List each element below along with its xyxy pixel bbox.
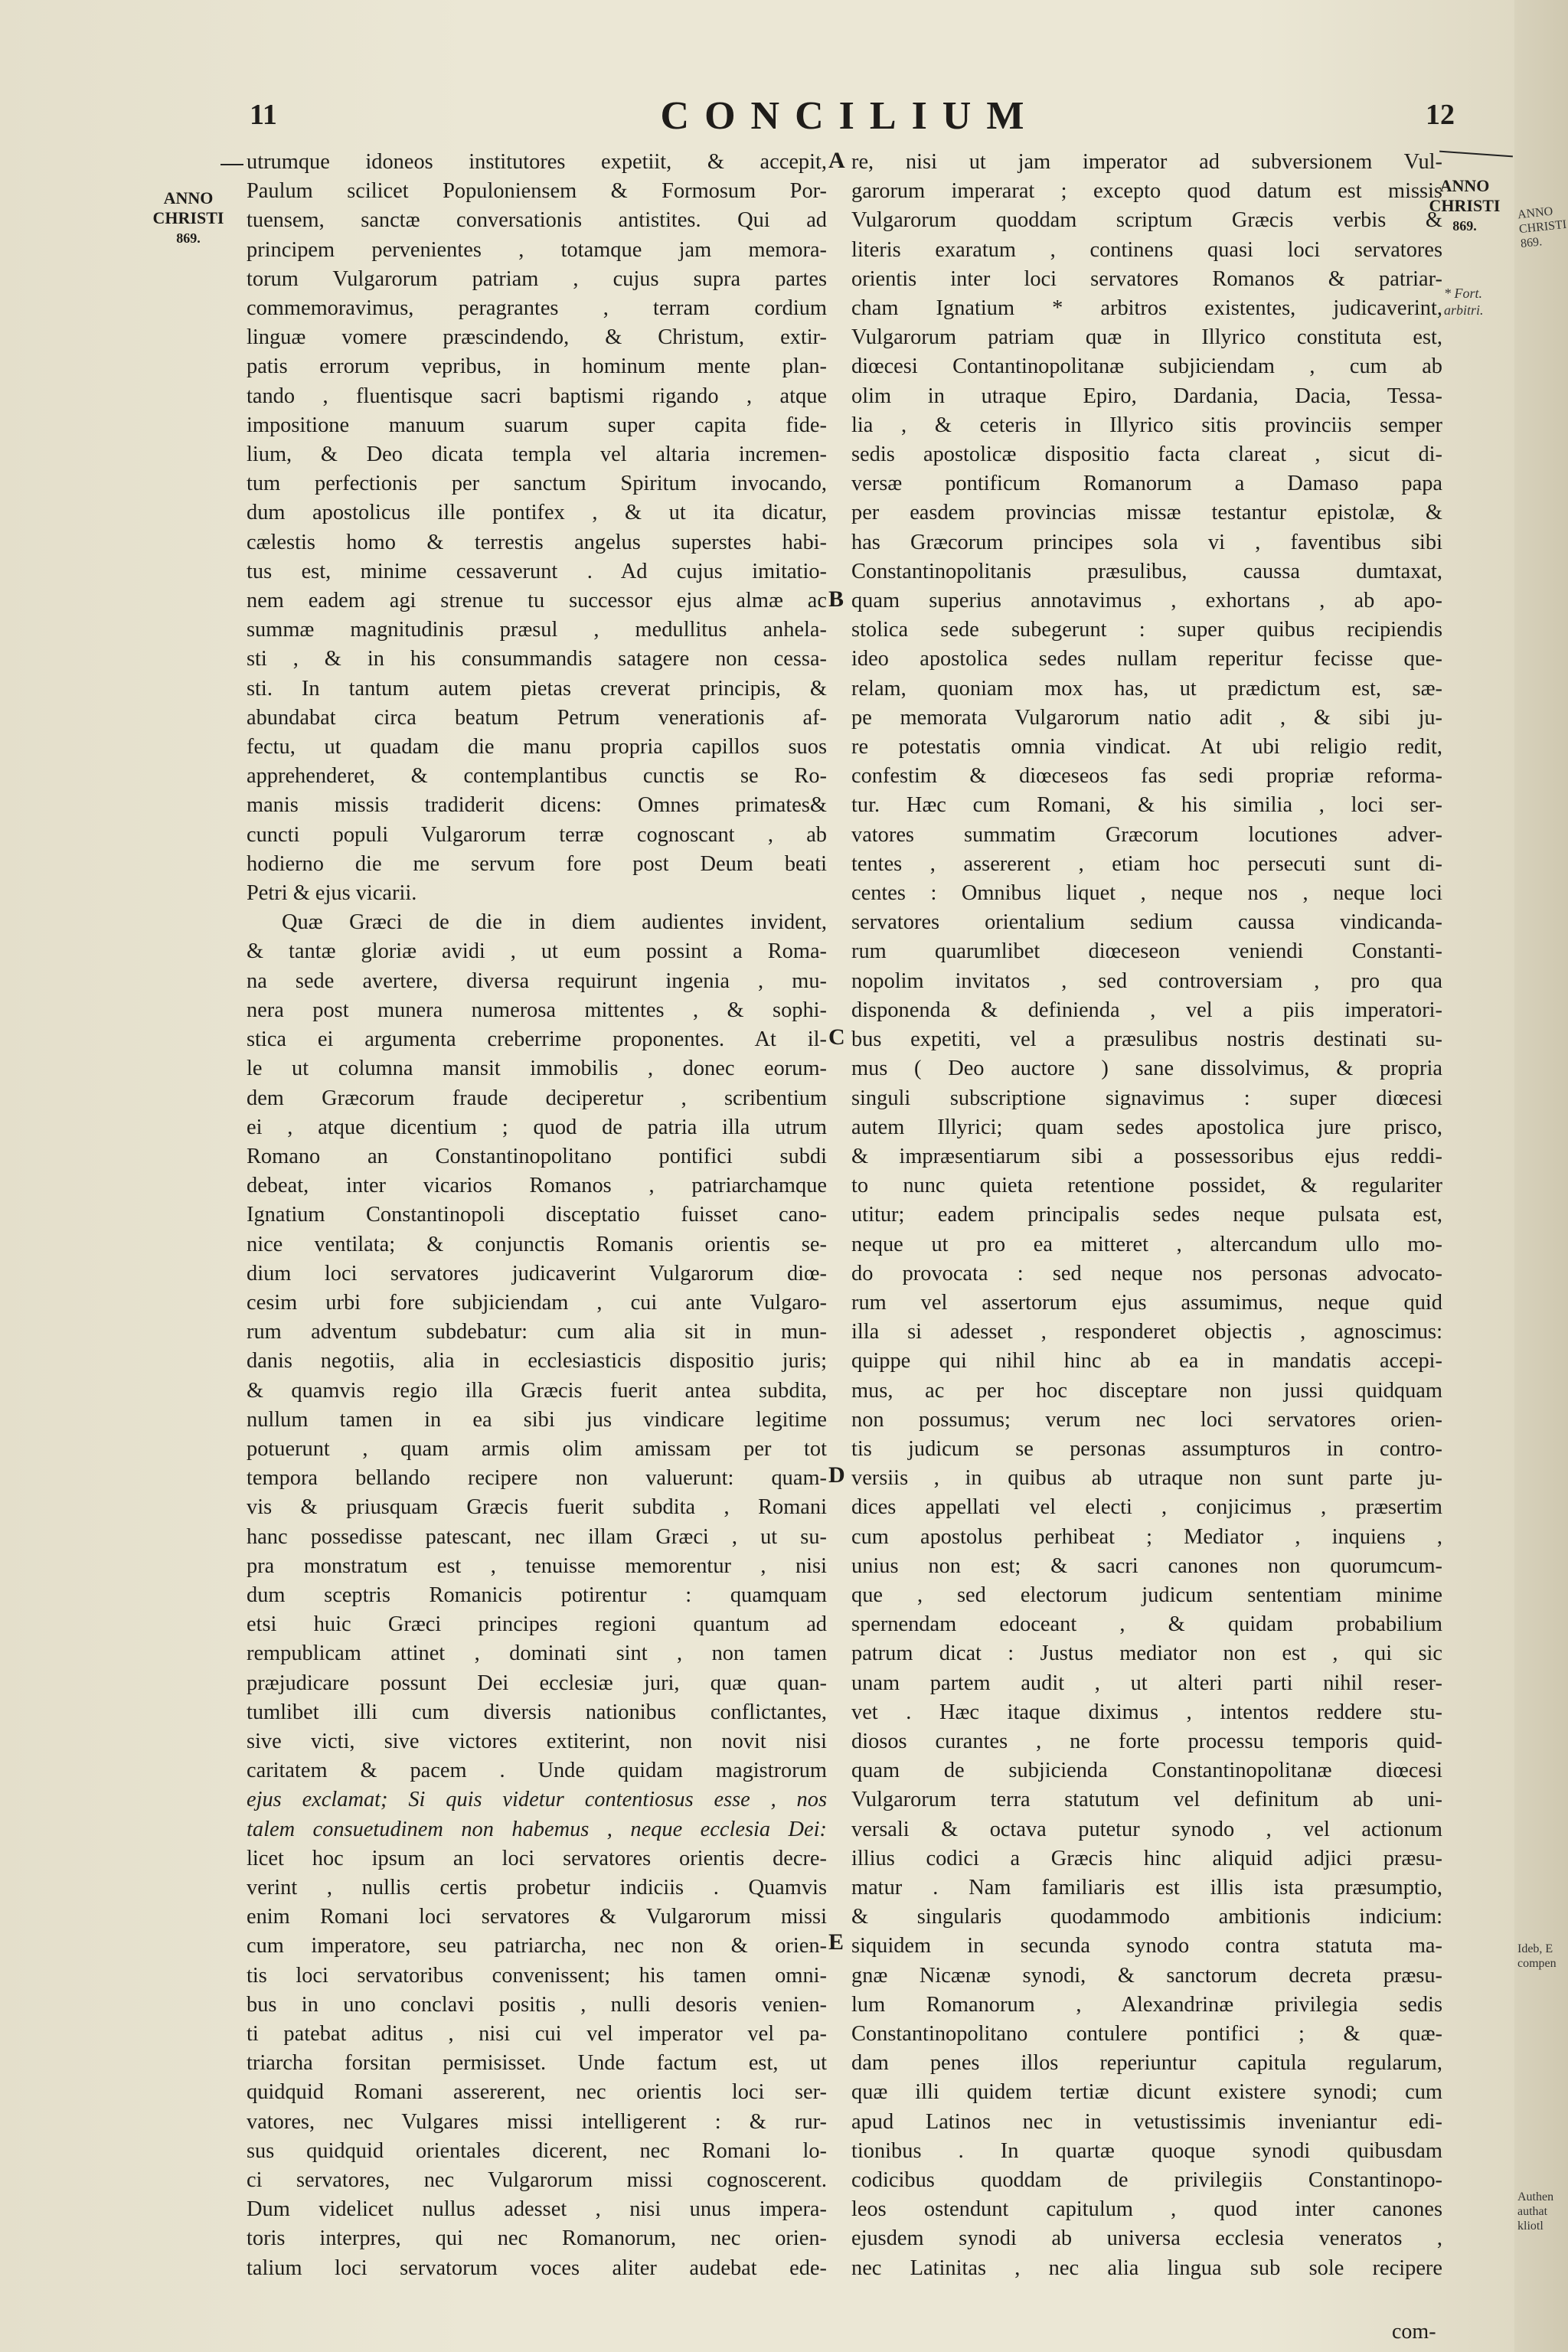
left-margin-year-note: ANNO CHRISTI 869.: [152, 188, 224, 246]
right-text-column: [851, 148, 1442, 2283]
text-line: hodierno die me servum fore post Deum beati: [247, 851, 827, 876]
text-line: unius non est; & sacri canones non quorumcum-: [851, 1553, 1442, 1578]
text-line: matur . Nam familiaris est illis ista præsumptio,: [851, 1875, 1442, 1900]
text-line: ei , atque dicentium ; quod de patria illa utrum: [247, 1115, 827, 1139]
text-line: Vulgarorum terra statutum vel definitum ab uni-: [851, 1788, 1442, 1812]
text-line: nice ventilata; & conjunctis Romanis orientis se-: [247, 1232, 827, 1256]
right-margin-year-note: ANNO CHRISTI 869.: [1429, 176, 1501, 234]
text-line: garorum imperarat ; excepto quod datum est missis: [851, 179, 1442, 204]
text-line: vatores summatim Græcorum locutiones adver-: [851, 822, 1442, 847]
text-line: verint , nullis certis probetur indiciis . Quamvis: [247, 1875, 827, 1900]
section-letter-a: A: [828, 148, 845, 173]
text-line: impositione manuum suarum super capita fide-: [247, 413, 827, 437]
text-line: vis & priusquam Græcis fuerit subdita , Romani: [247, 1495, 827, 1520]
text-line: re, nisi ut jam imperator ad subversionem Vul-: [851, 150, 1442, 174]
text-line: vatores, nec Vulgares missi intelligerent : & rur-: [247, 2109, 827, 2134]
text-line: principem pervenientes , totamque jam memora-: [247, 237, 827, 262]
page-number-left: 11: [250, 99, 277, 131]
text-line: rum vel assertorum ejus assumimus, neque quid: [851, 1290, 1442, 1315]
text-line: utitur; eadem principalis sedes neque pulsata est,: [851, 1203, 1442, 1227]
text-line: apprehenderet, & contemplantibus cunctis se Ro-: [247, 764, 827, 789]
text-line: abundabat circa beatum Petrum venerationis af-: [247, 705, 827, 730]
text-line: stolica sede subegerunt : super quibus recipiendis: [851, 618, 1442, 642]
text-line: torum Vulgarorum patriam , cujus supra partes: [247, 266, 827, 291]
text-line: dium loci servatores judicaverint Vulgarorum diœ-: [247, 1261, 827, 1285]
text-line: to nunc quieta retentione possidet, & regulariter: [851, 1174, 1442, 1198]
section-letter-e: E: [828, 1929, 844, 1955]
text-line: bus expetiti, vel a præsulibus nostris destinati su-: [851, 1027, 1442, 1052]
text-line: tis judicum se personas assumpturos in contro-: [851, 1436, 1442, 1461]
text-line: linguæ vomere præscindendo, & Christum, extir-: [247, 325, 827, 350]
text-line: lia , & ceteris in Illyrico sitis provinciis semper: [851, 413, 1442, 437]
text-line: nopolim invitatos , sed controversiam , pro qua: [851, 969, 1442, 993]
text-line: codicibus quoddam de privilegiis Constantinopo-: [851, 2168, 1442, 2193]
text-line: Vulgarorum quoddam scriptum Græcis verbis &: [851, 208, 1442, 233]
text-line: Constantinopolitanis præsulibus, caussa dumtaxat,: [851, 559, 1442, 583]
text-line: tis loci servatoribus convenissent; his tamen omni-: [247, 1963, 827, 1988]
text-line: has Græcorum principes sola vi , faventibus sibi: [851, 530, 1442, 554]
text-line: ideo apostolica sedes nullam reperitur fecisse que-: [851, 647, 1442, 671]
text-line: caritatem & pacem . Unde quidam magistrorum: [247, 1759, 827, 1783]
text-line: tumlibet illi cum diversis nationibus conflictantes,: [247, 1700, 827, 1724]
text-line: dum apostolicus ille pontifex , & ut ita dicatur,: [247, 501, 827, 525]
text-line: versiis , in quibus ab utraque non sunt parte ju-: [851, 1466, 1442, 1491]
text-line: literis exaratum , continens quasi loci servatores: [851, 237, 1442, 262]
section-letter-b: B: [828, 586, 844, 612]
text-line: sedis apostolicæ dispositio facta clareat , sicut di-: [851, 443, 1442, 467]
text-line: commemoravimus, peragrantes , terram cordium: [247, 296, 827, 321]
text-line: mus, ac per hoc disceptare non jussi quidquam: [851, 1378, 1442, 1403]
text-line: sus quidquid orientales dicerent, nec Romani lo-: [247, 2138, 827, 2163]
text-line: nera post munera numerosa mittentes , & sophi-: [247, 998, 827, 1022]
running-title: CONCILIUM: [660, 94, 1040, 138]
text-line: cham Ignatium * arbitros existentes, judicaverint,: [851, 296, 1442, 321]
text-line: leos ostendunt capitulum , quod inter canones: [851, 2197, 1442, 2222]
text-line: apud Latinos nec in vetustissimis inveniantur edi-: [851, 2109, 1442, 2134]
text-line: Constantinopolitano contulere pontifici ; & quæ-: [851, 2022, 1442, 2046]
left-text-column: [247, 148, 827, 2283]
text-line: siquidem in secunda synodo contra statuta ma-: [851, 1934, 1442, 1958]
text-line: patrum dicat : Justus mediator non est , qui sic: [851, 1642, 1442, 1666]
text-line: cum apostolus perhibeat ; Mediator , inquiens ,: [851, 1524, 1442, 1549]
catchword: com-: [1392, 2320, 1436, 2344]
section-letter-d: D: [828, 1462, 845, 1488]
text-line: singuli subscriptione signavimus : super diœcesi: [851, 1086, 1442, 1110]
marginal-variant-note: * Fort. arbitri.: [1444, 286, 1484, 318]
text-line: utrumque idoneos institutores expetiit, & accepit,: [247, 150, 827, 174]
text-line: Ignatium Constantinopoli disceptatio fuisset cano-: [247, 1203, 827, 1227]
text-line: tur. Hæc cum Romani, & his similia , loci ser-: [851, 793, 1442, 818]
text-line: le ut columna mansit immobilis , donec eorum-: [247, 1057, 827, 1081]
text-line: diosos curantes , ne forte processu temporis quid-: [851, 1729, 1442, 1753]
strip-bottom-note: Authen authat kliotl: [1517, 2190, 1554, 2233]
strip-middle-note: Ideb, E compen: [1517, 1942, 1557, 1970]
text-line: orientis inter loci servatores Romanos & patriar-: [851, 266, 1442, 291]
text-line: que , sed electorum judicum sententiam minime: [851, 1583, 1442, 1607]
text-line: sti , & in his consummandis satagere non cessa-: [247, 647, 827, 671]
text-line: versali & octava putetur synodo , vel actionum: [851, 1817, 1442, 1841]
text-line: autem Illyrici; quam sedes apostolica jure prisco,: [851, 1115, 1442, 1139]
text-line: dum sceptris Romanicis potirentur : quamquam: [247, 1583, 827, 1607]
text-line: & singularis quodammodo ambitionis indicium:: [851, 1905, 1442, 1929]
text-line: hanc possedisse patescant, nec illam Græci , ut su-: [247, 1524, 827, 1549]
text-line: illius codici a Græcis hinc aliquid adjici præsu-: [851, 1846, 1442, 1870]
text-line: fectu, ut quadam die manu propria capillos suos: [247, 735, 827, 760]
text-line: Vulgarorum patriam quæ in Illyrico constituta est,: [851, 325, 1442, 350]
text-line: cuncti populi Vulgarorum terræ cognoscant , ab: [247, 822, 827, 847]
text-line: Dum videlicet nullus adesset , nisi unus impera-: [247, 2197, 827, 2222]
text-line: stica ei argumenta creberrime proponentes. At il-: [247, 1027, 827, 1052]
text-line: spernendam edoceant , & quidam probabilium: [851, 1612, 1442, 1637]
text-line: quam de subjicienda Constantinopolitanæ diœcesi: [851, 1759, 1442, 1783]
text-line: unam partem audit , ut alteri parti nihil reser-: [851, 1671, 1442, 1695]
text-line: ti patebat aditus , nisi cui vel imperator vel pa-: [247, 2022, 827, 2046]
text-line: tuensem, sanctæ conversationis antistites. Qui ad: [247, 208, 827, 233]
text-line: Paulum scilicet Populoniensem & Formosum Por-: [247, 179, 827, 204]
text-line: talem consuetudinem non habemus , neque ecclesia Dei:: [247, 1817, 827, 1841]
text-line: nullum tamen in ea sibi jus vindicare legitime: [247, 1407, 827, 1432]
text-line: potuerunt , quam armis olim amissam per tot: [247, 1436, 827, 1461]
text-line: patis errorum vepribus, in hominum mente plan-: [247, 354, 827, 379]
text-line: cælestis homo & terrestis angelus superstes habi-: [247, 530, 827, 554]
text-line: dem Græcorum fraude deciperetur , scribentium: [247, 1086, 827, 1110]
text-line: debeat, inter vicarios Romanos , patriarchamque: [247, 1174, 827, 1198]
text-line: cum imperatore, seu patriarcha, nec non & orien-: [247, 1934, 827, 1958]
text-line: ejus exclamat; Si quis videtur contentiosus esse , nos: [247, 1788, 827, 1812]
right-header-rule: [1439, 151, 1513, 158]
text-line: toris interpres, qui nec Romanorum, nec orien-: [247, 2226, 827, 2251]
text-line: dices appellati vel electi , conjicimus , præsertim: [851, 1495, 1442, 1520]
strip-year-note: ANNO CHRISTI 869.: [1517, 204, 1567, 251]
text-line: do provocata : sed neque nos personas advocato-: [851, 1261, 1442, 1285]
text-line: olim in utraque Epiro, Dardania, Dacia, Tessa-: [851, 384, 1442, 408]
text-line: quam superius annotavimus , exhortans , ab apo-: [851, 589, 1442, 613]
text-line: sive victi, sive victores extiterint, non novit nisi: [247, 1729, 827, 1753]
text-line: & tantæ gloriæ avidi , ut eum possint a Roma-: [247, 939, 827, 964]
text-line: rempublicam attinet , dominati sint , non tamen: [247, 1642, 827, 1666]
text-line: non possumus; verum nec loci servatores orien-: [851, 1407, 1442, 1432]
text-line: manis missis tradiderit dicens: Omnes primates&: [247, 793, 827, 818]
text-line: vet . Hæc itaque diximus , intentos reddere stu-: [851, 1700, 1442, 1724]
text-line: lum Romanorum , Alexandrinæ privilegia sedis: [851, 1992, 1442, 2017]
text-line: pra monstratum est , tenuisse memorentur , nisi: [247, 1553, 827, 1578]
text-line: nec Latinitas , nec alia lingua sub sole recipere: [851, 2256, 1442, 2280]
section-letter-c: C: [828, 1024, 845, 1050]
text-line: nem eadem agi strenue tu successor ejus almæ ac: [247, 589, 827, 613]
text-line: centes : Omnibus liquet , neque nos , neque loci: [851, 881, 1442, 906]
text-line: illa si adesset , responderet objectis , agnoscimus:: [851, 1320, 1442, 1344]
text-line: tionibus . In quartæ quoque synodi quibusdam: [851, 2138, 1442, 2163]
text-line: triarcha forsitan permisisset. Unde factum est, ut: [247, 2051, 827, 2076]
text-line: versæ pontificum Romanorum a Damaso papa: [851, 472, 1442, 496]
left-header-rule: [220, 164, 243, 165]
text-line: quidquid Romani assererent, nec orientis loci ser-: [247, 2080, 827, 2105]
text-line: lium, & Deo dicata templa vel altaria incremen-: [247, 443, 827, 467]
text-line: summæ magnitudinis præsul , medullitus anhela-: [247, 618, 827, 642]
text-line: ejusdem synodi ab universa ecclesia veneratos ,: [851, 2226, 1442, 2251]
text-line: Romano an Constantinopolitano pontifici subdi: [247, 1144, 827, 1168]
text-line: Quæ Græci de die in diem audientes invident,: [282, 910, 827, 935]
text-line: quippe qui nihil hinc ab ea in mandatis accepi-: [851, 1349, 1442, 1374]
text-line: danis negotiis, alia in ecclesiasticis dispositio juris;: [247, 1349, 827, 1374]
text-line: servatores orientalium sedium caussa vindicanda-: [851, 910, 1442, 935]
text-line: mus ( Deo auctore ) sane dissolvimus, & propria: [851, 1057, 1442, 1081]
text-line: neque ut pro ea mitteret , altercandum ullo mo-: [851, 1232, 1442, 1256]
text-line: tus est, minime cessaverunt . Ad cujus imitatio-: [247, 559, 827, 583]
text-line: cesim urbi fore subjiciendam , cui ante Vulgaro-: [247, 1290, 827, 1315]
text-line: tentes , assererent , etiam hoc persecuti sunt di-: [851, 851, 1442, 876]
text-line: rum quarumlibet diœceseon veniendi Constanti-: [851, 939, 1442, 964]
text-line: confestim & diœceseos fas sedi propriæ reforma-: [851, 764, 1442, 789]
text-line: rum adventum subdebatur: cum alia sit in mun-: [247, 1320, 827, 1344]
text-line: gnæ Nicænæ synodi, & sanctorum decreta præsu-: [851, 1963, 1442, 1988]
text-line: & impræsentiarum sibi a possessoribus ejus reddi-: [851, 1144, 1442, 1168]
text-line: licet hoc ipsum an loci servatores orientis decre-: [247, 1846, 827, 1870]
text-line: præjudicare possunt Dei ecclesiæ juri, quæ quan-: [247, 1671, 827, 1695]
text-line: re potestatis omnia vindicat. At ubi religio redit,: [851, 735, 1442, 760]
text-line: dam penes illos reperiuntur capitula regularum,: [851, 2051, 1442, 2076]
text-line: sti. In tantum autem pietas creverat principis, &: [247, 676, 827, 701]
text-line: quæ illi quidem tertiæ dicunt existere synodi; cum: [851, 2080, 1442, 2105]
text-line: pe memorata Vulgarorum natio adit , & sibi ju-: [851, 705, 1442, 730]
text-line: relam, quoniam mox has, ut prædictum est, sæ-: [851, 676, 1442, 701]
running-header: [245, 94, 1455, 144]
adjacent-page-strip: [1514, 0, 1568, 2352]
text-line: & quamvis regio illa Græcis fuerit antea subdita,: [247, 1378, 827, 1403]
text-line: etsi huic Græci principes regioni quantum ad: [247, 1612, 827, 1637]
text-line: tum perfectionis per sanctum Spiritum invocando,: [247, 472, 827, 496]
text-line: enim Romani loci servatores & Vulgarorum missi: [247, 1905, 827, 1929]
text-line: per easdem provincias missæ testantur epistolæ, &: [851, 501, 1442, 525]
text-line: tando , fluentisque sacri baptismi rigando , atque: [247, 384, 827, 408]
text-line: ci servatores, nec Vulgarorum missi cognoscerent.: [247, 2168, 827, 2193]
page-number-right: 12: [1426, 99, 1455, 131]
text-line: diœcesi Contantinopolitanæ subjiciendam , cum ab: [851, 354, 1442, 379]
text-line: bus in uno conclavi positis , nulli desoris venien-: [247, 1992, 827, 2017]
text-line: disponenda & definienda , vel a piis imperatori-: [851, 998, 1442, 1022]
text-line: talium loci servatorum voces aliter audebat ede-: [247, 2256, 827, 2280]
text-line: na sede avertere, diversa requirunt ingenia , mu-: [247, 969, 827, 993]
text-line: tempora bellando recipere non valuerunt: quam-: [247, 1466, 827, 1491]
text-line: Petri & ejus vicarii.: [247, 881, 417, 906]
